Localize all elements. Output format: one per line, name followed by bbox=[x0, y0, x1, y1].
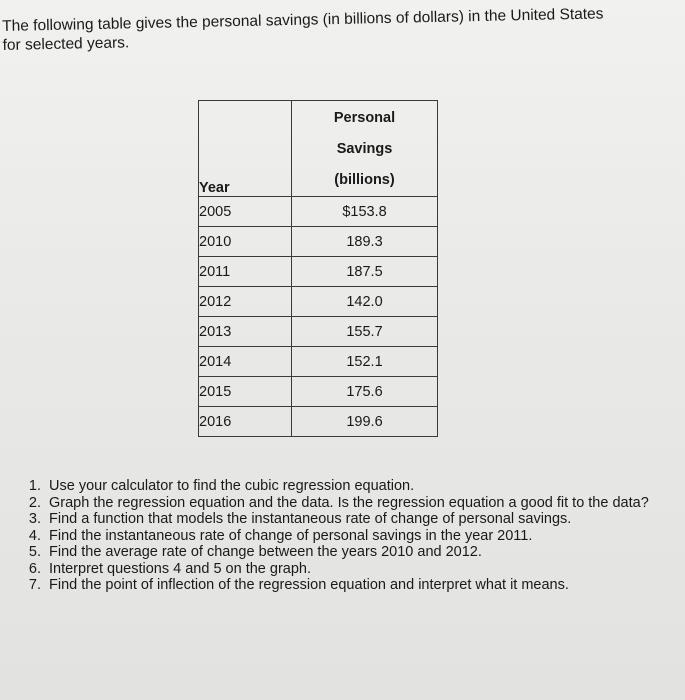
question-item: 5. Find the average rate of change between the years 2010 and 2012. bbox=[45, 544, 665, 561]
savings-cell: 187.5 bbox=[292, 257, 438, 287]
question-list bbox=[20, 478, 665, 594]
question-item: 4. Find the instantaneous rate of change of personal savings in the year 2011. bbox=[45, 528, 665, 545]
year-cell: 2011 bbox=[199, 257, 292, 287]
savings-column-header bbox=[292, 101, 438, 197]
savings-cell: 175.6 bbox=[292, 377, 438, 407]
year-cell: 2015 bbox=[199, 377, 292, 407]
year-cell: 2010 bbox=[199, 227, 292, 257]
intro-line-2: for selected years. bbox=[2, 34, 130, 54]
savings-header-line-2: Savings bbox=[336, 141, 393, 157]
savings-cell: 142.0 bbox=[292, 287, 438, 317]
savings-header-line-3: (billions) bbox=[334, 172, 395, 188]
table-row bbox=[199, 287, 438, 317]
table-row bbox=[199, 257, 438, 287]
question-item: 7. Find the point of inflection of the regression equation and interpret what it means. bbox=[45, 577, 665, 594]
savings-table bbox=[198, 100, 438, 437]
question-item: 6. Interpret questions 4 and 5 on the graph. bbox=[45, 561, 665, 578]
question-item: 3. Find a function that models the instantaneous rate of change of personal savings. bbox=[45, 511, 665, 528]
intro-paragraph bbox=[2, 3, 663, 55]
savings-cell: 152.1 bbox=[292, 347, 438, 377]
savings-cell: $153.8 bbox=[292, 197, 438, 227]
year-column-header: Year bbox=[199, 101, 292, 197]
savings-cell: 155.7 bbox=[292, 317, 438, 347]
savings-cell: 199.6 bbox=[292, 407, 438, 437]
savings-cell: 189.3 bbox=[292, 227, 438, 257]
year-cell: 2005 bbox=[199, 197, 292, 227]
table-row bbox=[199, 347, 438, 377]
table-row bbox=[199, 227, 438, 257]
question-item: 2. Graph the regression equation and the data. Is the regression equation a good fit to the data? bbox=[45, 495, 665, 512]
table-row bbox=[199, 197, 438, 227]
table-header-row bbox=[199, 101, 438, 197]
question-item: 1. Use your calculator to find the cubic regression equation. bbox=[45, 478, 665, 495]
year-cell: 2012 bbox=[199, 287, 292, 317]
table-row bbox=[199, 317, 438, 347]
intro-line-1: The following table gives the personal savings (in billions of dollars) in the United States bbox=[2, 5, 604, 35]
table-row bbox=[199, 377, 438, 407]
year-cell: 2014 bbox=[199, 347, 292, 377]
table-row bbox=[199, 407, 438, 437]
savings-header-line-1: Personal bbox=[333, 110, 396, 126]
year-cell: 2016 bbox=[199, 407, 292, 437]
year-cell: 2013 bbox=[199, 317, 292, 347]
